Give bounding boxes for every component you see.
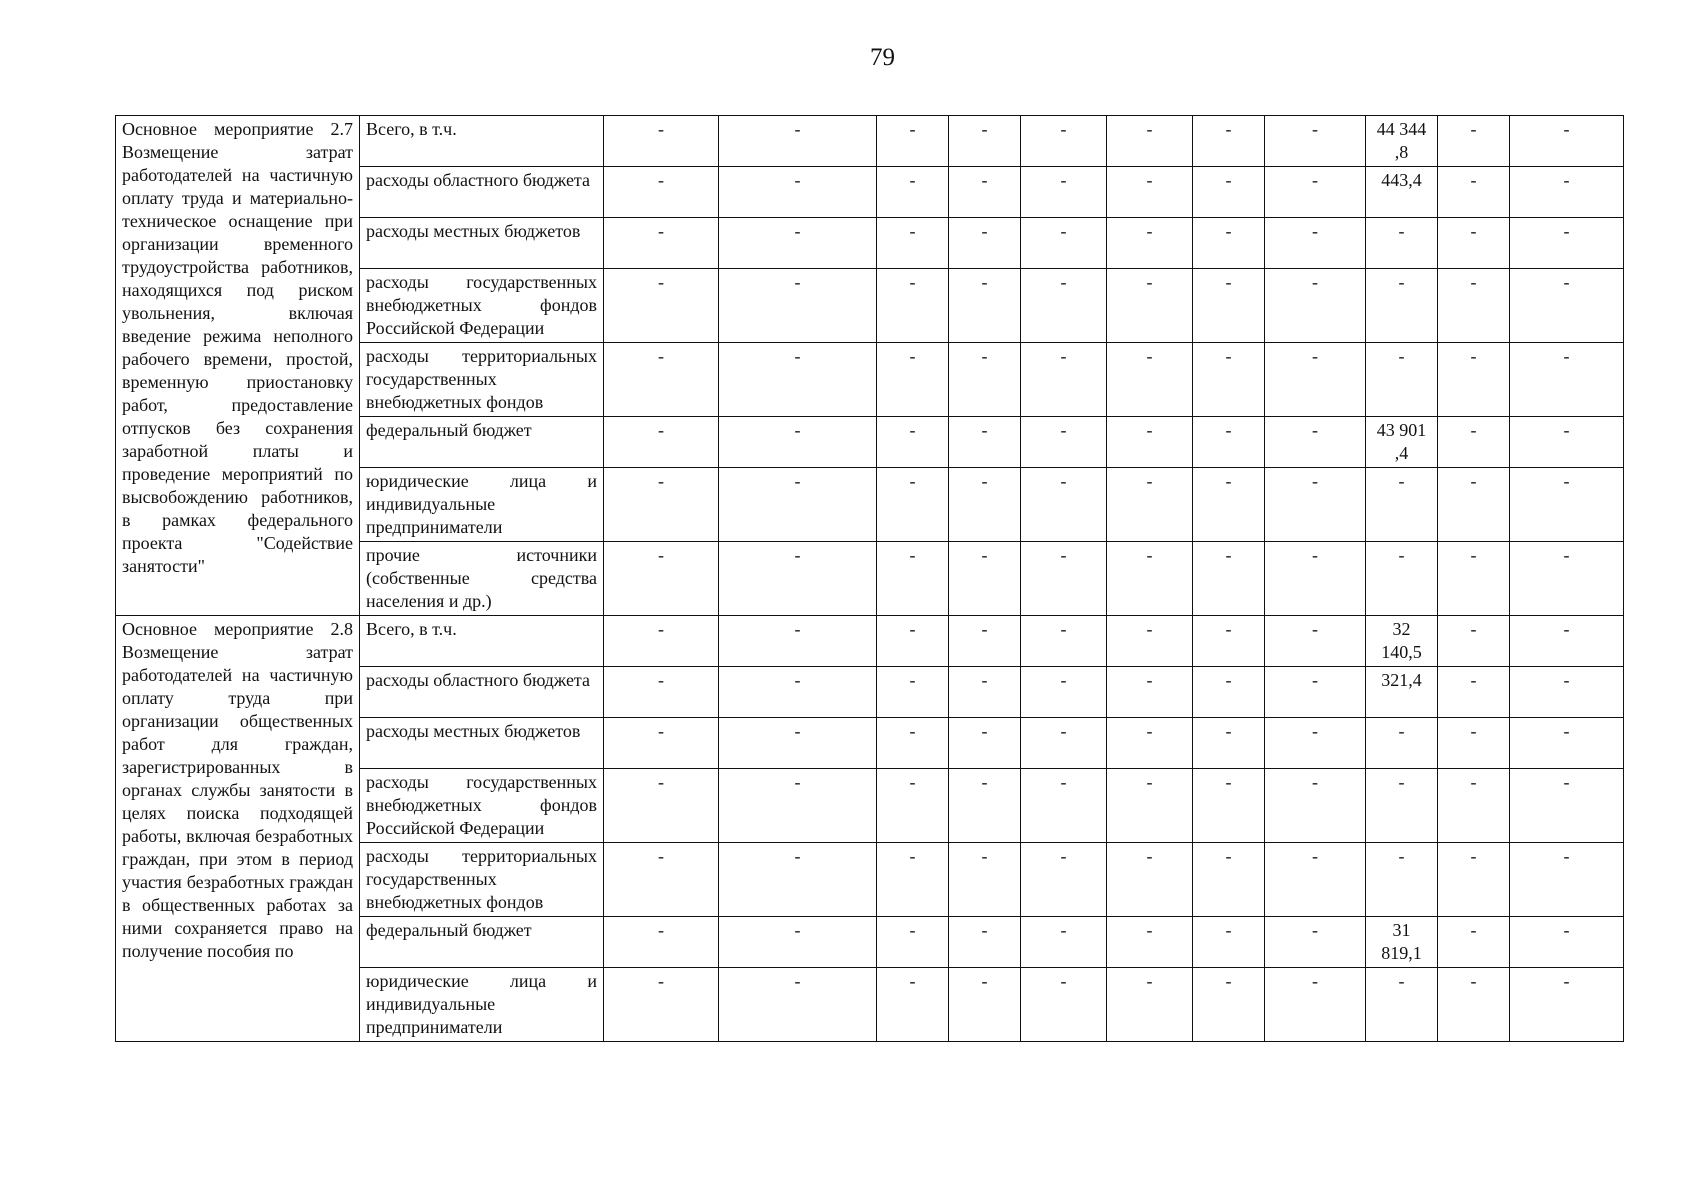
- page-number: 79: [870, 44, 895, 71]
- value-cell: -: [1510, 116, 1624, 167]
- funding-source-cell: юридические лица и индивидуальные предприниматели: [360, 468, 604, 542]
- value-cell: -: [1265, 718, 1366, 769]
- funding-source-cell: расходы территориальных государственных внебюджетных фондов: [360, 343, 604, 417]
- value-cell: -: [949, 542, 1021, 616]
- value-cell: -: [877, 667, 949, 718]
- value-cell: -: [1510, 269, 1624, 343]
- value-cell: -: [949, 667, 1021, 718]
- value-cell: -: [1438, 718, 1510, 769]
- value-cell: -: [1107, 167, 1193, 218]
- funding-source-cell: федеральный бюджет: [360, 417, 604, 468]
- value-cell: -: [1438, 468, 1510, 542]
- value-cell: -: [719, 542, 877, 616]
- table-body: [116, 116, 1624, 1042]
- value-cell: -: [949, 968, 1021, 1042]
- value-cell: -: [604, 542, 719, 616]
- table-row: [116, 616, 1624, 667]
- value-cell: -: [1265, 917, 1366, 968]
- value-cell: -: [877, 769, 949, 843]
- value-cell: -: [604, 843, 719, 917]
- value-cell: -: [1107, 468, 1193, 542]
- value-cell: -: [719, 417, 877, 468]
- value-cell: -: [1107, 968, 1193, 1042]
- value-cell: -: [1438, 116, 1510, 167]
- value-cell: -: [1021, 616, 1107, 667]
- value-cell: -: [949, 218, 1021, 269]
- funding-source-cell: расходы территориальных государственных внебюджетных фондов: [360, 843, 604, 917]
- value-cell: -: [604, 269, 719, 343]
- value-cell: -: [949, 343, 1021, 417]
- value-cell: -: [1193, 343, 1265, 417]
- value-cell: -: [877, 917, 949, 968]
- value-cell: -: [1021, 116, 1107, 167]
- value-cell: 43 901 ,4: [1366, 417, 1438, 468]
- value-cell: 443,4: [1366, 167, 1438, 218]
- value-cell: -: [1265, 167, 1366, 218]
- value-cell: -: [1107, 616, 1193, 667]
- value-cell: -: [604, 667, 719, 718]
- value-cell: -: [1510, 718, 1624, 769]
- value-cell: -: [877, 968, 949, 1042]
- value-cell: -: [877, 167, 949, 218]
- value-cell: -: [1021, 542, 1107, 616]
- value-cell: -: [877, 343, 949, 417]
- value-cell: -: [1510, 542, 1624, 616]
- value-cell: -: [877, 542, 949, 616]
- value-cell: -: [1438, 167, 1510, 218]
- value-cell: -: [1265, 269, 1366, 343]
- funding-source-cell: федеральный бюджет: [360, 917, 604, 968]
- value-cell: -: [1021, 843, 1107, 917]
- value-cell: -: [719, 667, 877, 718]
- value-cell: -: [1021, 343, 1107, 417]
- value-cell: -: [1021, 417, 1107, 468]
- value-cell: -: [1265, 343, 1366, 417]
- value-cell: -: [1193, 269, 1265, 343]
- value-cell: -: [1438, 343, 1510, 417]
- value-cell: -: [1510, 917, 1624, 968]
- value-cell: -: [1193, 167, 1265, 218]
- value-cell: -: [719, 968, 877, 1042]
- value-cell: -: [1510, 843, 1624, 917]
- value-cell: -: [1510, 343, 1624, 417]
- value-cell: -: [949, 843, 1021, 917]
- value-cell: -: [1021, 468, 1107, 542]
- value-cell: -: [604, 769, 719, 843]
- value-cell: -: [1193, 843, 1265, 917]
- value-cell: -: [1438, 843, 1510, 917]
- value-cell: -: [719, 718, 877, 769]
- value-cell: -: [1265, 968, 1366, 1042]
- value-cell: -: [604, 917, 719, 968]
- value-cell: -: [949, 116, 1021, 167]
- value-cell: -: [1510, 667, 1624, 718]
- value-cell: -: [604, 116, 719, 167]
- value-cell: -: [949, 616, 1021, 667]
- value-cell: -: [1193, 116, 1265, 167]
- value-cell: -: [1366, 968, 1438, 1042]
- value-cell: -: [949, 269, 1021, 343]
- value-cell: -: [1265, 616, 1366, 667]
- value-cell: -: [1438, 667, 1510, 718]
- value-cell: -: [877, 269, 949, 343]
- value-cell: -: [877, 116, 949, 167]
- funding-source-cell: Всего, в т.ч.: [360, 616, 604, 667]
- value-cell: -: [719, 843, 877, 917]
- value-cell: -: [1265, 769, 1366, 843]
- value-cell: -: [1265, 542, 1366, 616]
- value-cell: -: [604, 468, 719, 542]
- value-cell: -: [719, 167, 877, 218]
- value-cell: -: [1107, 542, 1193, 616]
- value-cell: -: [1438, 917, 1510, 968]
- value-cell: -: [1107, 269, 1193, 343]
- value-cell: -: [719, 917, 877, 968]
- value-cell: -: [1193, 542, 1265, 616]
- value-cell: -: [1107, 116, 1193, 167]
- value-cell: -: [1438, 616, 1510, 667]
- value-cell: -: [1193, 667, 1265, 718]
- value-cell: -: [1366, 269, 1438, 343]
- value-cell: -: [719, 116, 877, 167]
- budget-table: [115, 115, 1624, 1042]
- value-cell: 32 140,5: [1366, 616, 1438, 667]
- value-cell: -: [877, 616, 949, 667]
- value-cell: -: [1265, 417, 1366, 468]
- funding-source-cell: юридические лица и индивидуальные предприниматели: [360, 968, 604, 1042]
- funding-source-cell: прочие источники (собственные средства населения и др.): [360, 542, 604, 616]
- event-title-cell: Основное мероприятие 2.7 Возмещение затрат работодателей на частичную оплату труда и материально-техническое оснащение при организации временного трудоустройства работников, находящихся под риском увольнения, включая введение режима неполного рабочего времени, простой, временную приостановку работ, предоставление отпусков без сохранения заработной платы и проведение мероприятий по высвобождению работников, в рамках федерального проекта "Содействие занятости": [116, 116, 360, 616]
- value-cell: -: [1193, 417, 1265, 468]
- value-cell: -: [604, 167, 719, 218]
- value-cell: -: [877, 218, 949, 269]
- value-cell: -: [719, 769, 877, 843]
- value-cell: -: [1107, 667, 1193, 718]
- value-cell: -: [1510, 468, 1624, 542]
- value-cell: -: [604, 718, 719, 769]
- value-cell: -: [1265, 843, 1366, 917]
- value-cell: 321,4: [1366, 667, 1438, 718]
- value-cell: -: [604, 968, 719, 1042]
- table-row: [116, 116, 1624, 167]
- value-cell: -: [719, 468, 877, 542]
- value-cell: -: [1107, 843, 1193, 917]
- value-cell: -: [877, 843, 949, 917]
- value-cell: -: [1510, 968, 1624, 1042]
- value-cell: -: [719, 269, 877, 343]
- value-cell: -: [1021, 917, 1107, 968]
- value-cell: -: [1265, 667, 1366, 718]
- value-cell: -: [1265, 218, 1366, 269]
- value-cell: -: [719, 343, 877, 417]
- value-cell: -: [1193, 917, 1265, 968]
- value-cell: 31 819,1: [1366, 917, 1438, 968]
- value-cell: -: [1438, 542, 1510, 616]
- value-cell: -: [877, 468, 949, 542]
- value-cell: -: [1438, 968, 1510, 1042]
- value-cell: -: [604, 616, 719, 667]
- value-cell: -: [1510, 167, 1624, 218]
- value-cell: -: [1366, 218, 1438, 269]
- funding-source-cell: расходы местных бюджетов: [360, 718, 604, 769]
- value-cell: -: [1510, 417, 1624, 468]
- value-cell: -: [719, 218, 877, 269]
- value-cell: -: [1021, 167, 1107, 218]
- value-cell: -: [1510, 769, 1624, 843]
- value-cell: -: [1193, 968, 1265, 1042]
- value-cell: -: [1438, 417, 1510, 468]
- funding-source-cell: расходы государственных внебюджетных фондов Российской Федерации: [360, 269, 604, 343]
- value-cell: -: [1021, 218, 1107, 269]
- value-cell: -: [1366, 718, 1438, 769]
- value-cell: -: [949, 167, 1021, 218]
- funding-source-cell: расходы местных бюджетов: [360, 218, 604, 269]
- value-cell: -: [1021, 968, 1107, 1042]
- funding-source-cell: расходы государственных внебюджетных фондов Российской Федерации: [360, 769, 604, 843]
- value-cell: -: [1107, 218, 1193, 269]
- value-cell: -: [1193, 468, 1265, 542]
- value-cell: -: [1366, 343, 1438, 417]
- funding-source-cell: расходы областного бюджета: [360, 667, 604, 718]
- value-cell: -: [1438, 218, 1510, 269]
- value-cell: -: [1438, 269, 1510, 343]
- value-cell: -: [1366, 843, 1438, 917]
- value-cell: -: [1107, 343, 1193, 417]
- value-cell: -: [949, 718, 1021, 769]
- event-title-cell: Основное мероприятие 2.8 Возмещение затрат работодателей на частичную оплату труда при организации общественных работ для граждан, зарегистрированных в органах службы занятости в целях поиска подходящей работы, включая безработных граждан, при этом в период участия безработных граждан в общественных работах за ними сохраняется право на получение пособия по: [116, 616, 360, 1042]
- value-cell: -: [1107, 417, 1193, 468]
- value-cell: -: [1510, 218, 1624, 269]
- value-cell: -: [1107, 917, 1193, 968]
- value-cell: -: [604, 343, 719, 417]
- value-cell: -: [719, 616, 877, 667]
- value-cell: -: [1366, 769, 1438, 843]
- value-cell: -: [877, 417, 949, 468]
- value-cell: -: [1510, 616, 1624, 667]
- value-cell: -: [1193, 718, 1265, 769]
- value-cell: -: [949, 417, 1021, 468]
- value-cell: 44 344 ,8: [1366, 116, 1438, 167]
- value-cell: -: [949, 769, 1021, 843]
- value-cell: -: [1193, 769, 1265, 843]
- funding-source-cell: расходы областного бюджета: [360, 167, 604, 218]
- value-cell: -: [1366, 542, 1438, 616]
- value-cell: -: [1021, 269, 1107, 343]
- value-cell: -: [1193, 616, 1265, 667]
- value-cell: -: [1021, 667, 1107, 718]
- value-cell: -: [1107, 769, 1193, 843]
- value-cell: -: [1438, 769, 1510, 843]
- value-cell: -: [1193, 218, 1265, 269]
- value-cell: -: [877, 718, 949, 769]
- value-cell: -: [1366, 468, 1438, 542]
- value-cell: -: [604, 218, 719, 269]
- value-cell: -: [949, 917, 1021, 968]
- value-cell: -: [1265, 468, 1366, 542]
- value-cell: -: [1021, 718, 1107, 769]
- value-cell: -: [949, 468, 1021, 542]
- value-cell: -: [1107, 718, 1193, 769]
- funding-source-cell: Всего, в т.ч.: [360, 116, 604, 167]
- value-cell: -: [604, 417, 719, 468]
- value-cell: -: [1265, 116, 1366, 167]
- value-cell: -: [1021, 769, 1107, 843]
